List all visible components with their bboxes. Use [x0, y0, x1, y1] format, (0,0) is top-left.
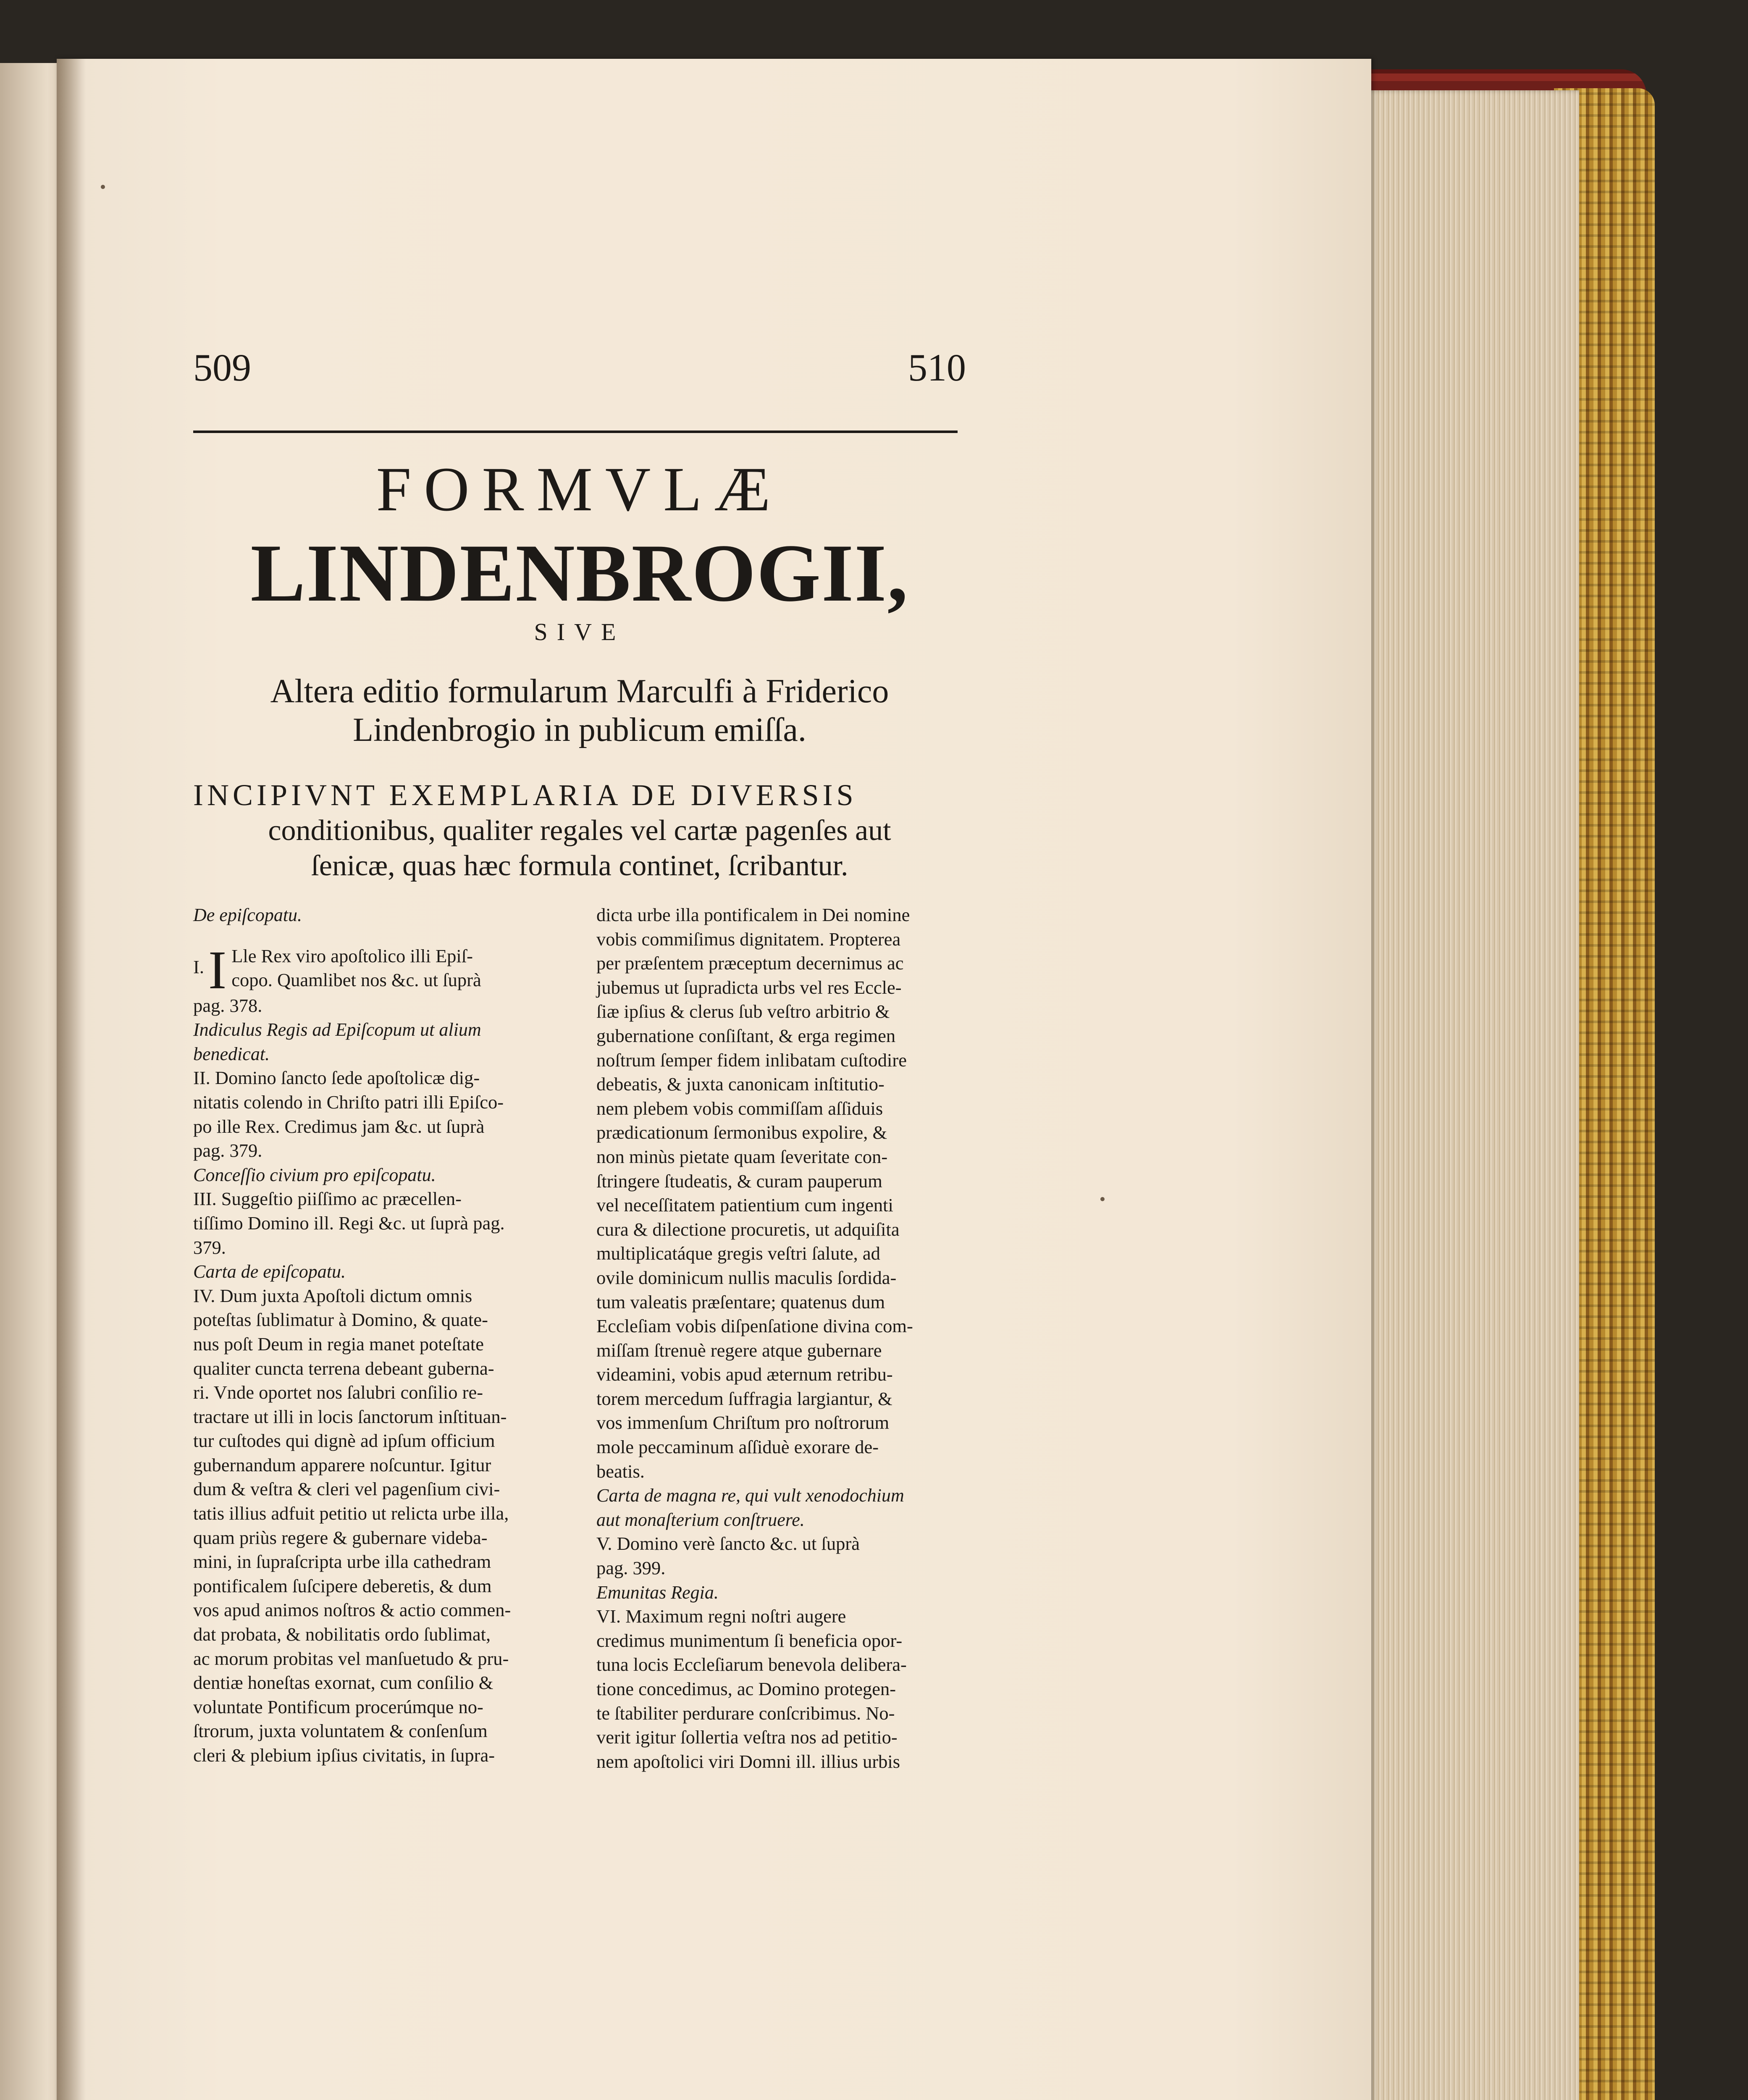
page-number-right: 510 — [908, 346, 966, 389]
text-line: tione concedimus, ac Domino protegen- — [596, 1678, 896, 1699]
text-line: ovile dominicum nullis maculis ſordida- — [596, 1267, 897, 1288]
text-line: ſtringere ſtudeatis, & curam pauperum — [596, 1170, 882, 1192]
text-line: ac morum probitas vel manſuetudo & pru- — [193, 1648, 509, 1669]
text-line: nus poſt Deum in regia manet poteſtate — [193, 1333, 484, 1354]
text-line: mole peccaminum aſſiduè exorare de- — [596, 1436, 879, 1458]
text-line: dum & veſtra & cleri vel pagenſium civi- — [193, 1478, 500, 1500]
text-line: dentiæ honeſtas exornat, cum conſilio & — [193, 1672, 493, 1693]
text-line: vel neceſſitatem patientium cum ingenti — [596, 1194, 893, 1216]
title-sive: SIVE — [534, 618, 625, 646]
text-line: multiplicatáque gregis veſtri ſalute, ad — [596, 1243, 880, 1264]
text-line: non minùs pietate quam ſeveritate con- — [596, 1146, 888, 1167]
item-1 — [193, 940, 563, 1018]
text-line: nem apoſtolici viri Domni ill. illius urbis — [596, 1751, 900, 1772]
section-heading: Conceſſio civium pro epiſcopatu. — [193, 1164, 436, 1185]
page-block-edge — [1361, 90, 1579, 2100]
page-number-left: 509 — [193, 346, 251, 389]
page-numbers — [193, 344, 966, 395]
text-line: pag. 379. — [193, 1140, 262, 1161]
item-numeral: I. — [193, 956, 204, 977]
text-line: copo. Quamlibet nos &c. ut ſuprà — [231, 969, 481, 991]
text-line: nem plebem vobis commiſſam aſſiduis — [596, 1097, 883, 1119]
text-line: VI. Maximum regni noſtri augere — [596, 1606, 846, 1627]
section-heading: Carta de epiſcopatu. — [193, 1261, 346, 1282]
text-column-left — [193, 903, 563, 1768]
section-heading: aut monaſterium conſtruere. — [596, 1509, 805, 1530]
text-line: vobis commiſimus dignitatem. Propterea — [596, 928, 901, 950]
text-line: credimus munimentum ſi beneficia opor- — [596, 1630, 903, 1651]
header-rule — [193, 430, 958, 433]
text-line: tractare ut illi in locis ſanctorum inſtituan- — [193, 1406, 507, 1427]
incipit-heading: INCIPIVNT EXEMPLARIA DE DIVERSIS — [193, 778, 857, 812]
drop-cap: I — [208, 940, 227, 1000]
text-line: dicta urbe illa pontificalem in Dei nomine — [596, 904, 910, 925]
text-line: tuna locis Eccleſiarum benevola delibera- — [596, 1654, 907, 1675]
text-line: vos apud animos noſtros & actio commen- — [193, 1599, 511, 1621]
text-line: torem mercedum ſuffragia largiantur, & — [596, 1388, 892, 1409]
text-line: dat probata, & nobilitatis ordo ſublimat, — [193, 1624, 491, 1645]
subtitle-line: Altera editio formularum Marculfi à Friderico — [270, 673, 889, 710]
section-heading: Carta de magna re, qui vult xenodochium — [596, 1485, 904, 1506]
section-heading: benedicat. — [193, 1043, 270, 1064]
text-line: verit igitur ſollertia veſtra nos ad petitio- — [596, 1727, 898, 1748]
incipit-continuation — [193, 813, 966, 884]
text-line: pag. 399. — [596, 1557, 666, 1579]
text-line: IV. Dum juxta Apoſtoli dictum omnis — [193, 1285, 472, 1306]
text-line: mini, in ſupraſcripta urbe illa cathedram — [193, 1551, 491, 1572]
text-line: qualiter cuncta terrena debeant guberna- — [193, 1357, 494, 1379]
text-line: te ſtabiliter perdurare conſcribimus. No- — [596, 1702, 895, 1724]
text-line: miſſam ſtrenuè regere atque gubernare — [596, 1339, 882, 1361]
text-line: 379. — [193, 1236, 226, 1258]
section-heading: Emunitas Regia. — [596, 1582, 719, 1603]
text-line: noſtrum ſemper fidem inlibatam cuſtodire — [596, 1049, 907, 1071]
text-line: poteſtas ſublimatur à Domino, & quate- — [193, 1309, 488, 1331]
text-line: ſtrorum, juxta voluntatem & conſenſum — [193, 1720, 488, 1742]
incipit-line: conditionibus, qualiter regales vel cartæ pagenſes aut — [268, 814, 891, 847]
text-line: voluntate Pontificum procerúmque no- — [193, 1696, 483, 1717]
text-line: beatis. — [596, 1460, 645, 1482]
text-line: Eccleſiam vobis diſpenſatione divina com- — [596, 1315, 913, 1337]
text-line: pag. 378. — [193, 995, 262, 1016]
paper-speck — [101, 185, 105, 189]
incipit-line: ſenicæ, quas hæc formula continet, ſcribantur. — [311, 850, 848, 882]
text-line: Lle Rex viro apoſtolico illi Epiſ- — [231, 945, 473, 966]
text-line: vos immenſum Chriſtum pro noſtrorum — [596, 1412, 890, 1433]
text-line: II. Domino ſancto ſede apoſtolicæ dig- — [193, 1067, 480, 1089]
text-line: V. Domino verè ſancto &c. ut ſuprà — [596, 1533, 860, 1554]
text-line: ſiæ ipſius & clerus ſub veſtro arbitrio & — [596, 1001, 890, 1022]
title-lindenbrogii: LINDENBROGII, — [250, 528, 909, 619]
text-line: III. Suggeſtio piiſſimo ac præcellen- — [193, 1188, 462, 1210]
text-line: po ille Rex. Credimus jam &c. ut ſuprà — [193, 1116, 485, 1137]
section-heading: De epiſcopatu. — [193, 905, 302, 925]
text-line: tur cuſtodes qui dignè ad ipſum officium — [193, 1430, 495, 1452]
text-line: cura & dilectione procuretis, ut adquiſita — [596, 1218, 900, 1240]
text-column-right — [596, 903, 966, 1774]
paper-speck — [1100, 1197, 1105, 1201]
section-heading: Indiculus Regis ad Epiſcopum ut alium — [193, 1019, 481, 1040]
subtitle-line: Lindenbrogio in publicum emiſſa. — [353, 711, 806, 748]
text-line: tum valeatis præſentare; quatenus dum — [596, 1291, 885, 1312]
text-line: nitatis colendo in Chriſto patri illi Epiſco- — [193, 1091, 504, 1113]
printed-text-block — [193, 344, 966, 1814]
title-formulae: FORMVLÆ — [376, 454, 783, 524]
text-line: prædicationum ſermonibus expolire, & — [596, 1122, 887, 1143]
text-line: tatis illius adfuit petitio ut relicta urbe illa, — [193, 1503, 509, 1524]
text-line: cleri & plebium ipſius civitatis, in ſupra- — [193, 1745, 495, 1766]
text-line: jubemus ut ſupradicta urbs vel res Eccle- — [596, 976, 902, 998]
text-line: videamini, vobis apud æternum retribu- — [596, 1364, 893, 1385]
text-line: gubernandum apparere noſcuntur. Igitur — [193, 1454, 491, 1475]
text-line: pontificalem ſuſcipere deberetis, & dum — [193, 1575, 492, 1596]
text-line: debeatis, & juxta canonicam inſtitutio- — [596, 1074, 884, 1095]
text-line: tiſſimo Domino ill. Regi &c. ut ſuprà pag. — [193, 1212, 505, 1234]
text-line: quam priùs regere & gubernare videba- — [193, 1527, 488, 1548]
text-line: gubernatione conſiſtant, & erga regimen — [596, 1025, 896, 1046]
gutter-shadow — [57, 59, 86, 2100]
subtitle — [193, 672, 966, 749]
text-line: ri. Vnde oportet nos ſalubri conſilio re- — [193, 1382, 483, 1403]
text-line: per præſentem præceptum decernimus ac — [596, 953, 904, 974]
